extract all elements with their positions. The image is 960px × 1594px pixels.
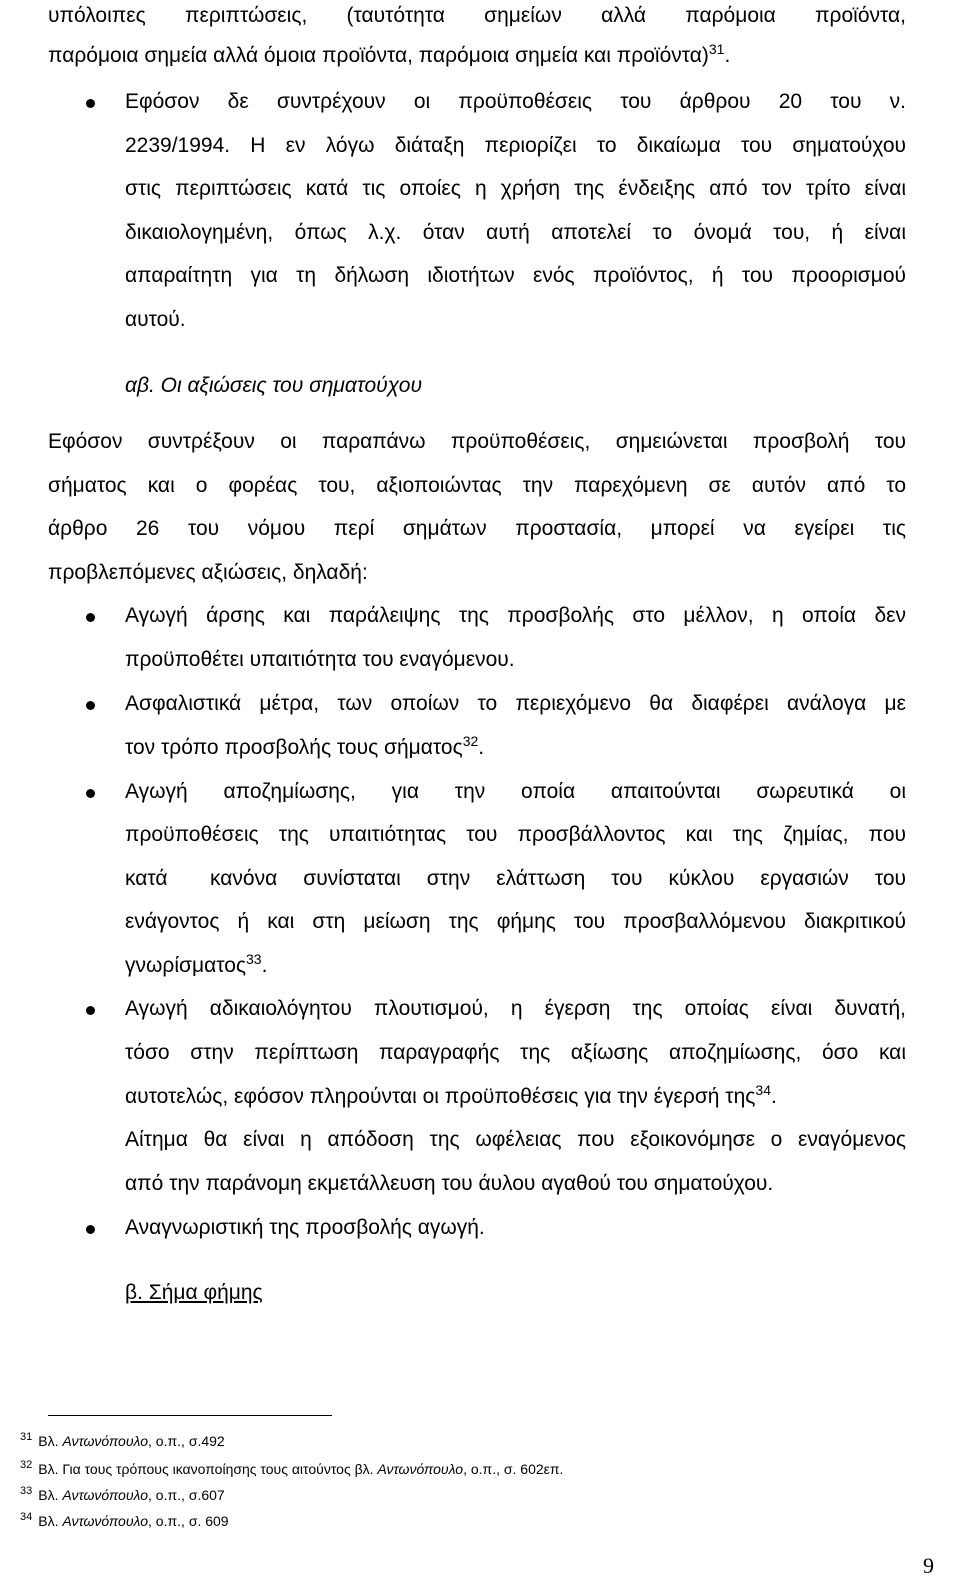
paragraph-line (125, 951, 268, 978)
paragraph-line: αυτού. (125, 308, 186, 331)
bullet-icon (86, 613, 95, 622)
footnote-text: Βλ. (38, 1513, 63, 1529)
paragraph-line (48, 41, 731, 68)
footnote-author: Αντωνόπουλο (62, 1433, 149, 1449)
line-end: . (770, 1085, 777, 1108)
paragraph-line: Εφόσον συντρέξουν οι παραπάνω προϋποθέσεις, σημειώνεται προσβολή του (48, 430, 906, 453)
footnote-text: , ο.π., σ.607 (148, 1487, 225, 1503)
footnote-text: , ο.π., σ. 602επ. (463, 1461, 564, 1477)
line-text: τον τρόπο προσβολής τους σήματος (125, 736, 463, 759)
footnote-number: 33 (20, 1485, 33, 1497)
paragraph-line: κανόνα συνίσταται στην ελάττωση του κύκλου εργασιών του (210, 867, 906, 890)
footnote-text: Βλ. (38, 1487, 63, 1503)
footnote-author: Αντωνόπουλο (62, 1513, 149, 1529)
paragraph-line: στις περιπτώσεις κατά τις οποίες η χρήση της ένδειξης από τον τρίτο είναι (125, 177, 906, 200)
bullet-line: Αγωγή άρσης και παράλειψης της προσβολής στο μέλλον, η οποία δεν (125, 604, 906, 627)
footnote (20, 1433, 225, 1451)
footnote-ref: 33 (246, 951, 262, 967)
line-end: . (478, 736, 485, 759)
paragraph-line: κατά (125, 867, 168, 890)
paragraph-line: ενάγοντος ή και στη μείωση της φήμης του προσβαλλόμενου διακριτικού (125, 910, 906, 933)
subsection-heading: β. Σήμα φήμης (125, 1281, 263, 1304)
paragraph-line: Αίτημα θα είναι η απόδοση της ωφέλειας που εξοικονόμησε ο εναγόμενος (125, 1128, 906, 1151)
line-end: . (261, 954, 268, 977)
footnote-text: Βλ. Για τους τρόπους ικανοποίησης τους αιτούντος βλ. (38, 1461, 378, 1477)
section-heading: αβ. Οι αξιώσεις του σηματούχου (125, 374, 422, 397)
paragraph-line: δικαιολογημένη, όπως λ.χ. όταν αυτή αποτελεί το όνομά του, ή είναι (125, 221, 906, 244)
footnote-ref: 31 (708, 41, 725, 57)
footnote-author: Αντωνόπουλο (377, 1461, 464, 1477)
paragraph-line (125, 733, 485, 760)
paragraph-line: απαραίτητη για τη δήλωση ιδιοτήτων ενός προϊόντος, ή του προορισμού (125, 264, 906, 287)
bullet-icon (86, 99, 95, 108)
footnote (20, 1513, 229, 1531)
footnote-ref: 32 (462, 733, 479, 749)
bullet-line: Αναγνωριστική της προσβολής αγωγή. (125, 1216, 485, 1239)
paragraph-line: 2239/1994. Η εν λόγω διάταξη περιορίζει το δικαίωμα του σηματούχου (125, 134, 906, 157)
bullet-icon (86, 1006, 95, 1015)
paragraph-line: άρθρο 26 του νόμου περί σημάτων προστασία, μπορεί να εγείρει τις (48, 517, 906, 540)
bullet-line: Ασφαλιστικά μέτρα, των οποίων το περιεχόμενο θα διαφέρει ανάλογα με (125, 692, 906, 715)
footnote-separator (48, 1415, 332, 1416)
paragraph-line: τόσο στην περίπτωση παραγραφής της αξίωσης αποζημίωσης, όσο και (125, 1041, 906, 1064)
line-text: παρόμοια σημεία αλλά όμοια προϊόντα, παρόμοια σημεία και προϊόντα) (48, 44, 709, 67)
bullet-icon (86, 701, 95, 710)
bullet-line: Αγωγή αδικαιολόγητου πλουτισμού, η έγερση της οποίας είναι δυνατή, (125, 997, 906, 1020)
page-number: 9 (923, 1553, 934, 1578)
line-end: . (724, 44, 731, 67)
footnote-ref: 34 (755, 1082, 771, 1098)
footnote-number: 31 (20, 1431, 33, 1443)
footnote-number: 34 (20, 1511, 33, 1523)
paragraph-line (125, 1082, 777, 1109)
footnote (20, 1487, 225, 1505)
footnote-text: Βλ. (38, 1433, 63, 1449)
bullet-line: Αγωγή αποζημίωσης, για την οποία απαιτούνται σωρευτικά οι (125, 780, 906, 803)
paragraph-line: προϋποθέτει υπαιτιότητα του εναγόμενου. (125, 648, 515, 671)
footnote-author: Αντωνόπουλο (62, 1487, 149, 1503)
bullet-line: Εφόσον δε συντρέχουν οι προϋποθέσεις του άρθρου 20 του ν. (125, 90, 906, 113)
footnote-text: , ο.π., σ. 609 (148, 1513, 229, 1529)
footnote (20, 1461, 563, 1479)
footnote-number: 32 (20, 1459, 33, 1471)
paragraph-line: από την παράνομη εκμετάλλευση του άυλου αγαθού του σηματούχου. (125, 1172, 774, 1195)
line-text: γνωρίσματος (125, 954, 247, 977)
line-text: αυτοτελώς, εφόσον πληρούνται οι προϋποθέσεις για την έγερσή της (125, 1085, 756, 1108)
paragraph-line: προϋποθέσεις της υπαιτιότητας του προσβάλλοντος και της ζημίας, που (125, 823, 906, 846)
bullet-icon (86, 1225, 95, 1234)
paragraph-line: σήματος και ο φορέας του, αξιοποιώντας την παρεχόμενη σε αυτόν από το (48, 474, 906, 497)
paragraph-line: υπόλοιπες περιπτώσεις, (ταυτότητα σημείων αλλά παρόμοια προϊόντα, (48, 4, 906, 27)
footnote-text: , ο.π., σ.492 (148, 1433, 225, 1449)
paragraph-line: προβλεπόμενες αξιώσεις, δηλαδή: (48, 561, 368, 584)
bullet-icon (86, 789, 95, 798)
